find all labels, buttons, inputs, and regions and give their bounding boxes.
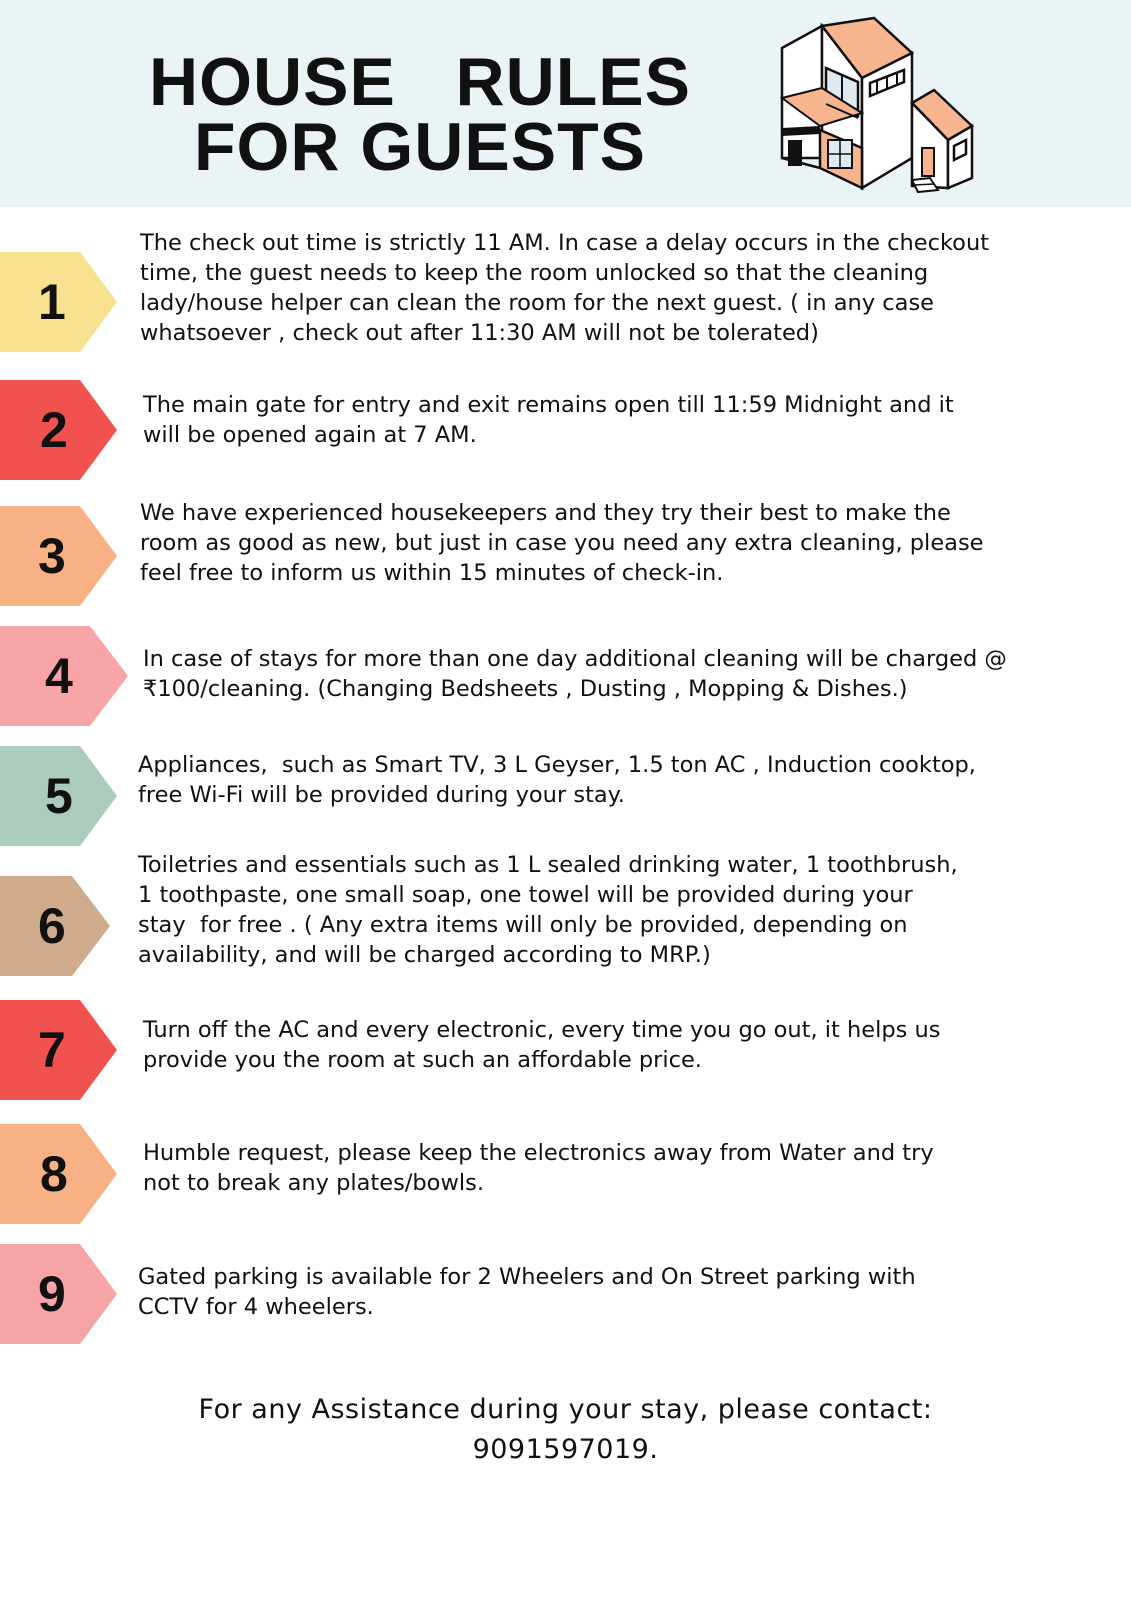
rule-text xyxy=(138,1262,1038,1322)
rule-number: 2 xyxy=(40,402,68,458)
rule-line: availability, and will be charged according to MRP.) xyxy=(138,942,711,968)
contact-message: For any Assistance during your stay, please contact: xyxy=(198,1394,933,1425)
rule-number: 6 xyxy=(38,898,66,954)
title-line-1: HOUSE RULES xyxy=(149,44,691,120)
rule-line: ₹100/cleaning. (Changing Bedsheets , Dusting , Mopping & Dishes.) xyxy=(143,676,908,702)
rule-badge xyxy=(0,746,120,846)
rule-line: not to break any plates/bowls. xyxy=(143,1170,484,1196)
rule-number: 4 xyxy=(45,648,73,704)
rule-number: 3 xyxy=(38,528,66,584)
rule-text xyxy=(143,1015,1043,1075)
rule-line: In case of stays for more than one day additional cleaning will be charged @ xyxy=(143,646,1007,672)
title-line-2: FOR GUESTS xyxy=(193,109,647,185)
rule-line: lady/house helper can clean the room for the next guest. ( in any case xyxy=(140,290,935,316)
rule-badge xyxy=(0,1000,120,1100)
rule-number: 7 xyxy=(38,1022,66,1078)
rule-line: Turn off the AC and every electronic, every time you go out, it helps us xyxy=(143,1017,941,1043)
rule-line: time, the guest needs to keep the room unlocked so that the cleaning xyxy=(140,260,929,286)
rule-line: 1 toothpaste, one small soap, one towel will be provided during your xyxy=(138,882,913,908)
rule-number: 9 xyxy=(38,1266,66,1322)
rule-text xyxy=(140,498,1040,588)
rule-number: 5 xyxy=(45,768,73,824)
rule-line: Toiletries and essentials such as 1 L sealed drinking water, 1 toothbrush, xyxy=(138,852,958,878)
rule-text xyxy=(143,644,1043,704)
rule-line: will be opened again at 7 AM. xyxy=(143,422,477,448)
rule-text xyxy=(143,1138,1043,1198)
rule-line: Humble request, please keep the electronics away from Water and try xyxy=(143,1140,934,1166)
rule-line: stay for free . ( Any extra items will only be provided, depending on xyxy=(138,912,908,938)
rule-badge xyxy=(0,506,120,606)
rule-line: CCTV for 4 wheelers. xyxy=(138,1294,374,1320)
rule-number: 1 xyxy=(38,274,66,330)
rule-line: provide you the room at such an affordable price. xyxy=(143,1047,702,1073)
contact-phone: 9091597019. xyxy=(472,1434,659,1465)
rule-badge xyxy=(0,380,120,480)
rule-text xyxy=(138,750,1038,810)
rule-line: We have experienced housekeepers and they try their best to make the xyxy=(140,500,951,526)
rule-badge xyxy=(0,252,120,352)
rule-line: Gated parking is available for 2 Wheelers and On Street parking with xyxy=(138,1264,916,1290)
rule-badge xyxy=(0,1124,120,1224)
rule-text xyxy=(138,850,1038,970)
rule-line: feel free to inform us within 15 minutes of check-in. xyxy=(140,560,724,586)
house-icon xyxy=(762,8,977,198)
rule-line: whatsoever , check out after 11:30 AM will not be tolerated) xyxy=(140,320,819,346)
rule-badge xyxy=(0,626,120,726)
page-title xyxy=(140,44,700,185)
rule-number: 8 xyxy=(40,1146,68,1202)
rule-badge xyxy=(0,1244,120,1344)
rule-text xyxy=(143,390,1043,450)
rule-text xyxy=(140,228,1040,348)
rule-line: Appliances, such as Smart TV, 3 L Geyser, 1.5 ton AC , Induction cooktop, xyxy=(138,752,976,778)
contact-footer xyxy=(0,1390,1131,1470)
rule-line: The check out time is strictly 11 AM. In case a delay occurs in the checkout xyxy=(140,230,990,256)
rule-line: The main gate for entry and exit remains open till 11:59 Midnight and it xyxy=(143,392,954,418)
rule-line: room as good as new, but just in case you need any extra cleaning, please xyxy=(140,530,984,556)
rule-badge xyxy=(0,876,120,976)
rule-line: free Wi-Fi will be provided during your stay. xyxy=(138,782,625,808)
header-banner xyxy=(0,0,1131,207)
